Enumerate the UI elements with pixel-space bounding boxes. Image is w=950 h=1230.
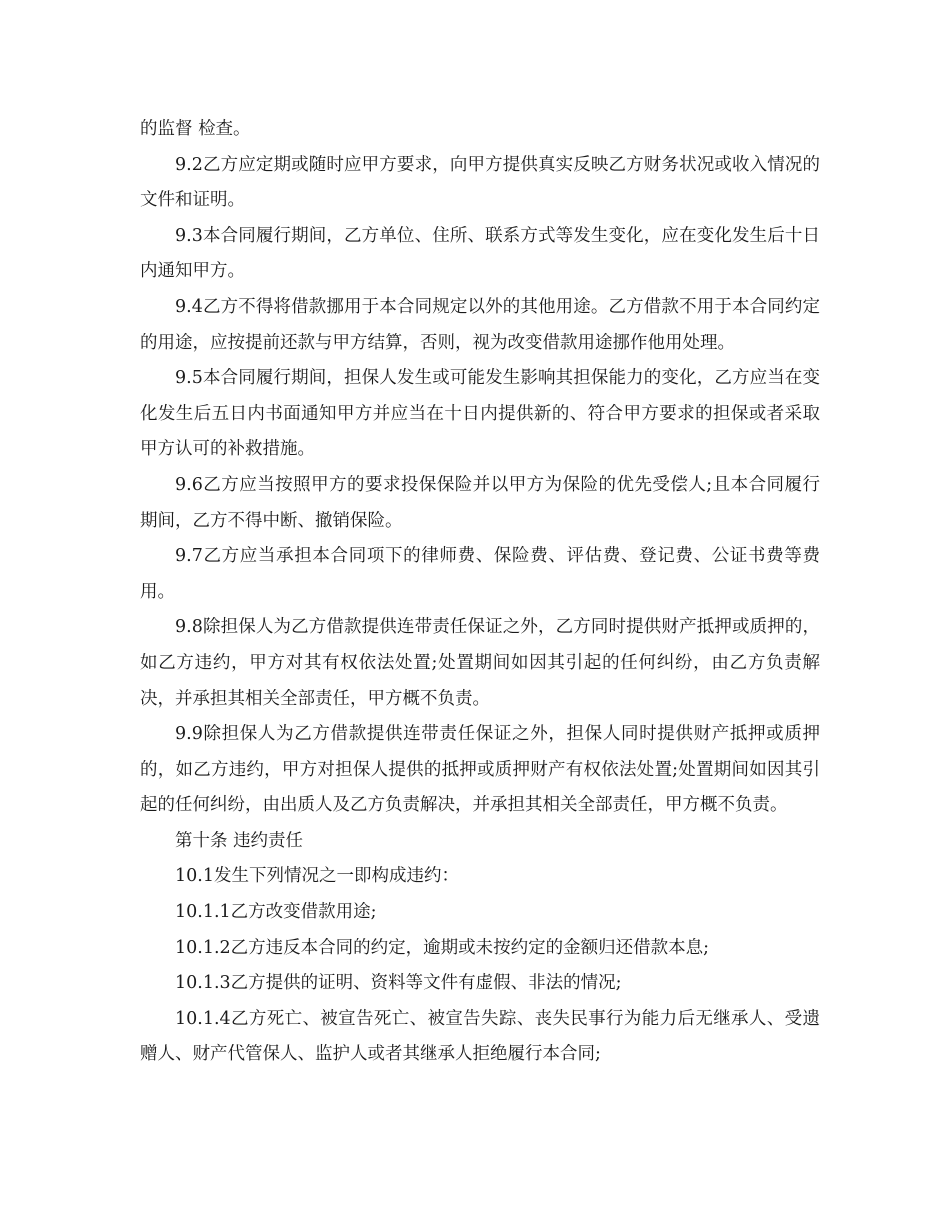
clause-9-2: 9.2乙方应定期或随时应甲方要求，向甲方提供真实反映乙方财务状况或收入情况的文件和证明。 [140,154,820,211]
clause-9-4: 9.4乙方不得将借款挪用于本合同规定以外的其他用途。乙方借款不用于本合同约定的用途，应按提前还款与甲方结算，否则，视为改变借款用途挪作他用处理。 [140,296,820,353]
clause-10-1-4: 10.1.4乙方死亡、被宣告死亡、被宣告失踪、丧失民事行为能力后无继承人、受遗赠人、财产代管保人、监护人或者其继承人拒绝履行本合同; [140,1008,820,1065]
clause-10-1-1: 10.1.1乙方改变借款用途; [175,902,377,923]
document-body [140,112,820,1073]
clause-9-7: 9.7乙方应当承担本合同项下的律师费、保险费、评估费、登记费、公证书费等费用。 [140,546,820,602]
clause-9-6: 9.6乙方应当按照甲方的要求投保保险并以甲方为保险的优先受偿人;且本合同履行期间，乙方不得中断、撤销保险。 [140,474,820,531]
clause-9-8: 9.8除担保人为乙方借款提供连带责任保证之外，乙方同时提供财产抵押或质押的，如乙方违约，甲方对其有权依法处置;处置期间如因其引起的任何纠纷，由乙方负责解决，并承担其相关全部责任，甲方概不负责。 [140,617,820,709]
clause-9-9: 9.9除担保人为乙方借款提供连带责任保证之外，担保人同时提供财产抵押或质押的，如乙方违约，甲方对担保人提供的抵押或质押财产有权依法处置;处置期间如因其引起的任何纠纷，由出质人及乙方负责解决，并承担其相关全部责任，甲方概不负责。 [140,724,820,816]
clause-9-3: 9.3本合同履行期间，乙方单位、住所、联系方式等发生变化，应在变化发生后十日内通知甲方。 [140,225,820,282]
clause-10-1: 10.1发生下列情况之一即构成违约： [175,866,459,887]
clause-10-1-2: 10.1.2乙方违反本合同的约定，逾期或未按约定的金额归还借款本息; [175,937,710,958]
article-10-heading: 第十条 违约责任 [175,830,304,851]
paragraph-continuation: 的监督 检查。 [140,119,251,139]
clause-10-1-3: 10.1.3乙方提供的证明、资料等文件有虚假、非法的情况; [175,973,622,994]
clause-9-5: 9.5本合同履行期间，担保人发生或可能发生影响其担保能力的变化，乙方应当在变化发生后五日内书面通知甲方并应当在十日内提供新的、符合甲方要求的担保或者采取甲方认可的补救措施。 [140,368,820,460]
